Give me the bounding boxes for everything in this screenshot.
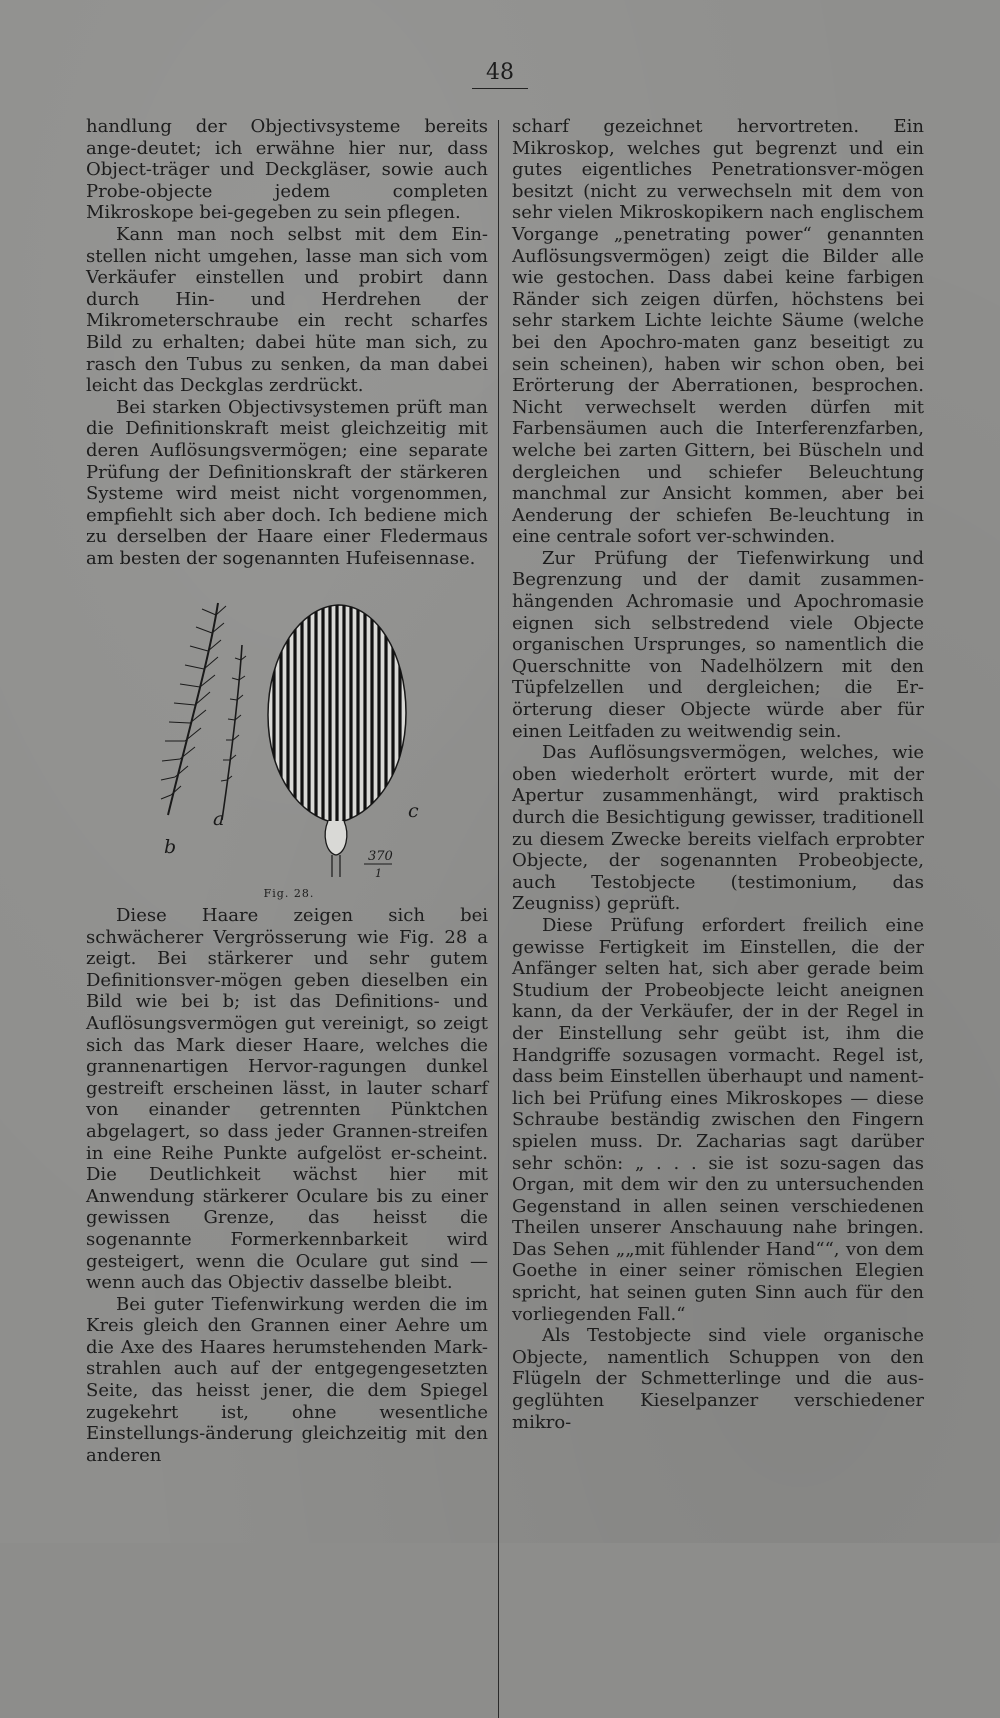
- figure-28: [150, 585, 450, 900]
- label-b: b: [164, 836, 177, 858]
- figure-caption: Fig. 28.: [263, 887, 315, 900]
- bat-hair-illustration: [150, 585, 450, 885]
- hair-a-drawing: [221, 645, 246, 820]
- right-column: [512, 116, 924, 1433]
- left-column-bottom: [86, 905, 488, 1466]
- paragraph: handlung der Objectivsysteme bereits ange-deutet; ich erwähne hier nur, dass Object-träger und Deckgläser, sowie auch Probe-objecte jedem completen Mikroskope bei-gegeben zu sein pflegen.: [86, 116, 488, 224]
- paragraph: scharf gezeichnet hervortreten. Ein Mikroskop, welches gut begrenzt und ein gutes eigentliches Penetrationsver-mögen besitzt (nicht zu verwechseln mit dem von sehr vielen Mikroskopikern nach englischem Vorgange „penetrating power“ genannten Auflösungsvermögen) zeigt die Bilder alle wie gestochen. Dass dabei keine farbigen Ränder sich zeigen dürfen, höchstens bei sehr starkem Lichte leichte Säume (welche bei den Apochro-maten ganz beseitigt zu sein scheinen), haben wir schon oben, bei Erörterung der Aberrationen, besprochen. Nicht verwechselt werden dürfen mit Farbensäumen auch die Interferenzfarben, welche bei zarten Gittern, bei Büscheln und dergleichen und schiefer Beleuchtung manchmal zur Ansicht kommen, aber bei Aenderung der schiefen Be-leuchtung in eine centrale sofort ver-schwinden.: [512, 116, 924, 548]
- paragraph: Kann man noch selbst mit dem Ein-stellen nicht umgehen, lasse man sich vom Verkäufer einstellen und probirt dann durch Hin- und Herdrehen der Mikrometerschraube ein recht scharfes Bild zu erhalten; dabei hüte man sich, zu rasch den Tubus zu senken, da man dabei leicht das Deckglas zerdrückt.: [86, 223, 488, 397]
- paragraph: Als Testobjecte sind viele organische Objecte, namentlich Schuppen von den Flügeln der Schmetterlinge und die aus-geglühten Kieselpanzer verschiedener mikro-: [512, 1325, 924, 1433]
- paragraph: Bei starken Objectivsystemen prüft man die Definitionskraft meist gleichzeitig mit deren Auflösungsvermögen; eine separate Prüfung der Definitionskraft der stärkeren Systeme wird meist nicht vorgenommen, empfiehlt sich aber doch. Ich bediene mich zu derselben der Haare einer Fledermaus am besten der sogenannten Hufeisennase.: [86, 396, 488, 569]
- page-number: 48: [472, 60, 528, 89]
- left-column-top: [86, 116, 488, 569]
- paragraph: Diese Haare zeigen sich bei schwächerer Vergrösserung wie Fig. 28 a zeigt. Bei stärkerer und sehr gutem Definitionsver-mögen geben dieselben ein Bild wie bei b; ist das Definitions- und Auflösungsvermögen gut vereinigt, so zeigt sich das Mark dieser Haare, welches die grannenartigen Hervor-ragungen dunkel gestreift erscheinen lässt, in lauter scharf von einander getrennten Pünktchen abgelagert, so dass jeder Grannen-streifen in eine Reihe Punkte aufgelöst er-scheint. Die Deutlichkeit wächst hier mit Anwendung stärkerer Oculare bis zu einer gewissen Grenze, das heisst die sogenannte Formerkennbarkeit wird gesteigert, wenn die Oculare gut sind — wenn auch das Objectiv dasselbe bleibt.: [86, 905, 488, 1294]
- column-divider: [498, 120, 499, 1718]
- paragraph: Bei guter Tiefenwirkung werden die im Kreis gleich den Grannen einer Aehre um die Axe des Haares herumstehenden Mark-strahlen auch auf der entgegengesetzten Seite, das heisst jener, die dem Spiegel zugekehrt ist, ohne wesentliche Einstellungs-änderung gleichzeitig mit den anderen: [86, 1293, 488, 1466]
- paragraph: Diese Prüfung erfordert freilich eine gewisse Fertigkeit im Einstellen, die der Anfänger selten hat, sich aber gerade beim Studium der Probeobjecte leicht aneignen kann, da der Verkäufer, der in der Regel in der Einstellung sehr geübt ist, ihm die Handgriffe sozusagen vormacht. Regel ist, dass beim Einstellen überhaupt und nament-lich bei Prüfung eines Mikroskopes — diese Schraube beständig zwischen den Fingern spielen muss. Dr. Zacharias sagt darüber sehr schön: „ . . . sie ist sozu-sagen das Organ, mit dem wir den zu untersuchenden Gegenstand in allen seinen verschiedenen Theilen unserer Anschauung nahe bringen. Das Sehen „„mit fühlender Hand““, von dem Goethe in einer seiner römischen Elegien spricht, hat seinen guten Sinn auch für den vorliegenden Fall.“: [512, 914, 924, 1325]
- paragraph: Zur Prüfung der Tiefenwirkung und Begrenzung und der damit zusammen-hängenden Achromasie und Apochromasie eignen sich selbstredend viele Objecte organischen Ursprunges, so namentlich die Querschnitte von Nadelhölzern mit den Tüpfelzellen und dergleichen; die Er-örterung dieser Objecte würde aber für einen Leitfaden zu weitwendig sein.: [512, 547, 924, 742]
- hair-b-drawing: [161, 603, 226, 815]
- label-a: a: [213, 808, 225, 830]
- scale-denominator: 1: [375, 867, 382, 880]
- scale-magnification: 370: [368, 849, 393, 864]
- label-c: c: [408, 800, 419, 822]
- hair-c-drawing: [268, 595, 406, 877]
- paragraph: Das Auflösungsvermögen, welches, wie oben wiederholt erörtert wurde, mit der Apertur zusammenhängt, wird praktisch durch die Besichtigung gewisser, traditionell zu diesem Zwecke bereits vielfach erprobter Objecte, der sogenannten Probeobjecte, auch Testobjecte (testimonium, das Zeugniss) geprüft.: [512, 742, 924, 915]
